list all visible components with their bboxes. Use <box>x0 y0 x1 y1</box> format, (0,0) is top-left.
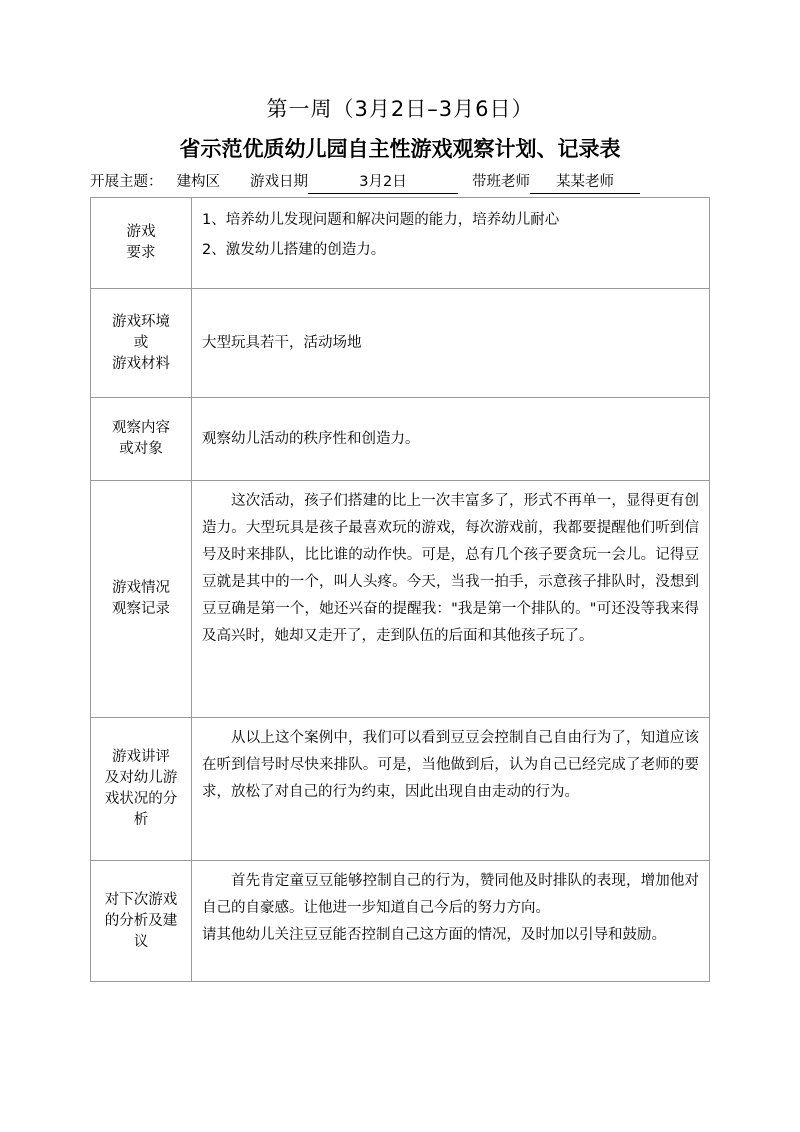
table-row-environment-materials <box>91 289 710 398</box>
row-label-line: 游戏讲评 <box>112 749 170 765</box>
row-label-line: 游戏情况 <box>112 580 170 596</box>
row-label-line: 及对幼儿游 <box>104 770 178 786</box>
materials-text: 大型玩具若干，活动场地 <box>202 334 362 351</box>
date-label: 游戏日期 <box>250 174 308 190</box>
row-label-observation-target <box>91 398 192 481</box>
row-label-environment-materials <box>91 289 192 398</box>
row-content-evaluation-analysis[interactable] <box>192 718 710 861</box>
row-label-line: 戏状况的分 <box>104 791 178 807</box>
row-label-next-suggestions <box>91 861 192 982</box>
row-content-observation-target[interactable] <box>192 398 710 481</box>
meta-info-line <box>90 172 710 194</box>
row-label-line: 游戏材料 <box>112 355 170 372</box>
table-row-game-requirements <box>91 198 710 289</box>
observation-target-text: 观察幼儿活动的秩序性和创造力。 <box>202 430 420 447</box>
row-label-game-requirements <box>91 198 192 289</box>
table-row-observation-record <box>91 481 710 718</box>
row-label-line: 或对象 <box>119 441 163 457</box>
row-label-evaluation-analysis <box>91 718 192 861</box>
row-label-line: 观察记录 <box>112 601 170 617</box>
row-content-observation-record[interactable] <box>192 481 710 718</box>
evaluation-analysis-text: 从以上这个案例中，我们可以看到豆豆会控制自己自由行为了，知道应该在听到信号时尽快来排队。可是，当他做到后，认为自己已经完成了老师的要求，放松了对自己的行为约束，因此出现自由走动的行为。 <box>202 730 699 800</box>
requirement-item: 1、培养幼儿发现问题和解决问题的能力，培养幼儿耐心 <box>202 212 560 228</box>
theme-value[interactable]: 建构区 <box>176 174 220 190</box>
requirement-item: 2、激发幼儿搭建的创造力。 <box>202 242 386 258</box>
table-row-evaluation-analysis <box>91 718 710 861</box>
row-label-line: 观察内容 <box>112 420 170 436</box>
row-label-line: 或 <box>133 334 149 351</box>
observation-record-text: 这次活动，孩子们搭建的比上一次丰富多了，形式不再单一，显得更有创造力。大型玩具是孩子最喜欢玩的游戏，每次游戏前，我都要提醒他们听到信号及时来排队，比比谁的动作快。可是，总有几个孩子要贪玩一会儿。记得豆豆就是其中的一个，叫人头疼。今天，当我一拍手，示意孩子排队时，没想到豆豆确是第一个，她还兴奋的提醒我："我是第一个排队的。"可还没等我来得及高兴时，她却又走开了，走到队伍的后面和其他孩子玩了。 <box>202 493 699 644</box>
row-label-line: 的分析及建 <box>104 912 178 929</box>
row-label-line: 析 <box>133 812 149 828</box>
row-content-next-suggestions[interactable] <box>192 861 710 982</box>
teacher-label: 带班老师 <box>472 174 530 190</box>
table-row-next-suggestions <box>91 861 710 982</box>
row-content-environment-materials[interactable] <box>192 289 710 398</box>
week-title: 第一周（3月2日–3月6日） <box>266 97 534 121</box>
row-label-line: 要求 <box>126 245 156 261</box>
row-content-game-requirements[interactable] <box>192 198 710 289</box>
suggestion-paragraph: 首先肯定童豆豆能够控制自己的行为，赞同他及时排队的表现，增加他对自己的自豪感。让他进一步知道自己今后的努力方向。 <box>202 873 699 916</box>
suggestion-paragraph: 请其他幼儿关注豆豆能否控制自己这方面的情况，及时加以引导和鼓励。 <box>202 927 666 943</box>
row-label-line: 对下次游戏 <box>104 891 178 908</box>
table-row-observation-target <box>91 398 710 481</box>
row-label-line: 游戏环境 <box>112 313 170 330</box>
row-label-line: 游戏 <box>126 224 156 240</box>
date-value[interactable]: 3月2日 <box>308 172 458 194</box>
observation-form-table <box>90 197 710 982</box>
teacher-value[interactable]: 某某老师 <box>530 172 640 194</box>
row-label-observation-record <box>91 481 192 718</box>
page-title: 省示范优质幼儿园自主性游戏观察计划、记录表 <box>179 137 621 161</box>
theme-label: 开展主题： <box>90 174 163 190</box>
row-label-line: 议 <box>133 933 149 950</box>
